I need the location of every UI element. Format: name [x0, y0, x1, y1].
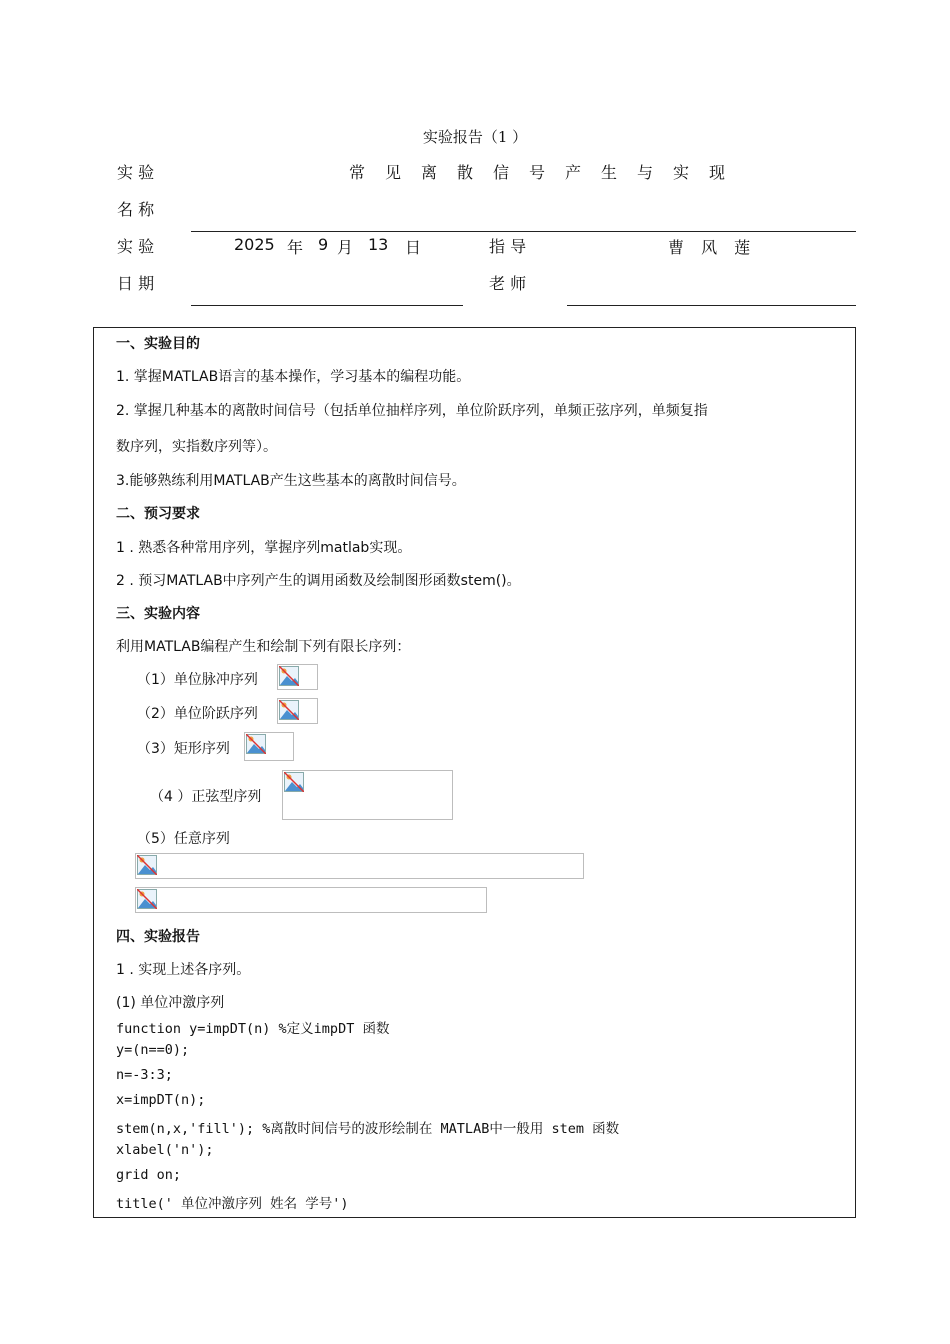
code-line-3: n=-3:3;: [116, 1067, 173, 1083]
code-line-6: xlabel('n');: [116, 1142, 214, 1158]
date-year: 2025: [234, 235, 275, 254]
sequence-4-label: （4 ）正弦型序列: [150, 789, 262, 805]
teacher-label-2: 老 师: [489, 274, 527, 293]
section-1-title: 一、实验目的: [116, 336, 200, 352]
date-day-unit: 日: [405, 238, 422, 257]
section-4-title: 四、实验报告: [116, 929, 200, 945]
section-4-sub-1: (1) 单位冲激序列: [116, 995, 225, 1011]
formula-image-3: [244, 732, 294, 761]
teacher-value: 曹 风 莲: [668, 238, 757, 257]
section-4-item-1: 1 . 实现上述各序列。: [116, 962, 251, 978]
report-title: 实验报告（1 ）: [422, 128, 528, 146]
code-line-5: stem(n,x,'fill'); %离散时间信号的波形绘制在 MATLAB中一般用 stem 函数: [116, 1121, 620, 1137]
code-line-1: function y=impDT(n) %定义impDT 函数: [116, 1021, 390, 1037]
section-2-title: 二、预习要求: [116, 506, 200, 522]
sequence-1-label: （1）单位脉冲序列: [137, 672, 258, 688]
code-line-7: grid on;: [116, 1167, 182, 1183]
formula-image-5b: [135, 887, 487, 913]
experiment-date-label-2: 日 期: [117, 274, 155, 293]
broken-image-icon: [137, 889, 157, 909]
section-1-item-2b: 数序列，实指数序列等）。: [116, 439, 277, 455]
date-month: 9: [318, 235, 329, 254]
name-underline: [191, 231, 856, 232]
section-1-item-3: 3.能够熟练利用MATLAB产生这些基本的离散时间信号。: [116, 473, 466, 489]
section-2-item-2: 2 . 预习MATLAB中序列产生的调用函数及绘制图形函数stem()。: [116, 573, 521, 589]
section-1-item-1: 1. 掌握MATLAB语言的基本操作，学习基本的编程功能。: [116, 369, 471, 385]
teacher-label-1: 指 导: [489, 237, 527, 256]
date-month-unit: 月: [337, 238, 354, 257]
teacher-underline: [567, 305, 856, 306]
sequence-5-label: （5）任意序列: [137, 831, 230, 847]
broken-image-icon: [279, 666, 299, 686]
date-year-unit: 年: [287, 238, 304, 257]
broken-image-icon: [246, 734, 266, 754]
section-2-item-1: 1 . 熟悉各种常用序列，掌握序列matlab实现。: [116, 540, 412, 556]
section-3-intro: 利用MATLAB编程产生和绘制下列有限长序列：: [116, 639, 411, 655]
date-day: 13: [368, 235, 389, 254]
sequence-2-label: （2）单位阶跃序列: [137, 706, 258, 722]
sequence-3-label: （3）矩形序列: [137, 741, 230, 757]
code-line-4: x=impDT(n);: [116, 1092, 206, 1108]
experiment-name-label-2: 名 称: [117, 200, 155, 219]
code-line-8: title(' 单位冲激序列 姓名 学号'): [116, 1196, 349, 1212]
section-3-title: 三、实验内容: [116, 606, 200, 622]
formula-image-1: [277, 664, 318, 690]
formula-image-5a: [135, 853, 584, 879]
date-underline: [191, 305, 463, 306]
section-1-item-2a: 2. 掌握几种基本的离散时间信号（包括单位抽样序列，单位阶跃序列，单频正弦序列，单频复指: [116, 403, 708, 419]
formula-image-4: [282, 770, 453, 820]
code-line-2: y=(n==0);: [116, 1042, 190, 1058]
broken-image-icon: [279, 700, 299, 720]
broken-image-icon: [284, 772, 304, 792]
broken-image-icon: [137, 855, 157, 875]
experiment-name-value: 常见离散信号产生与实现: [349, 163, 746, 182]
experiment-date-label-1: 实 验: [117, 237, 155, 256]
formula-image-2: [277, 698, 318, 724]
experiment-name-label-1: 实 验: [117, 163, 155, 182]
content-box: [93, 327, 856, 1218]
